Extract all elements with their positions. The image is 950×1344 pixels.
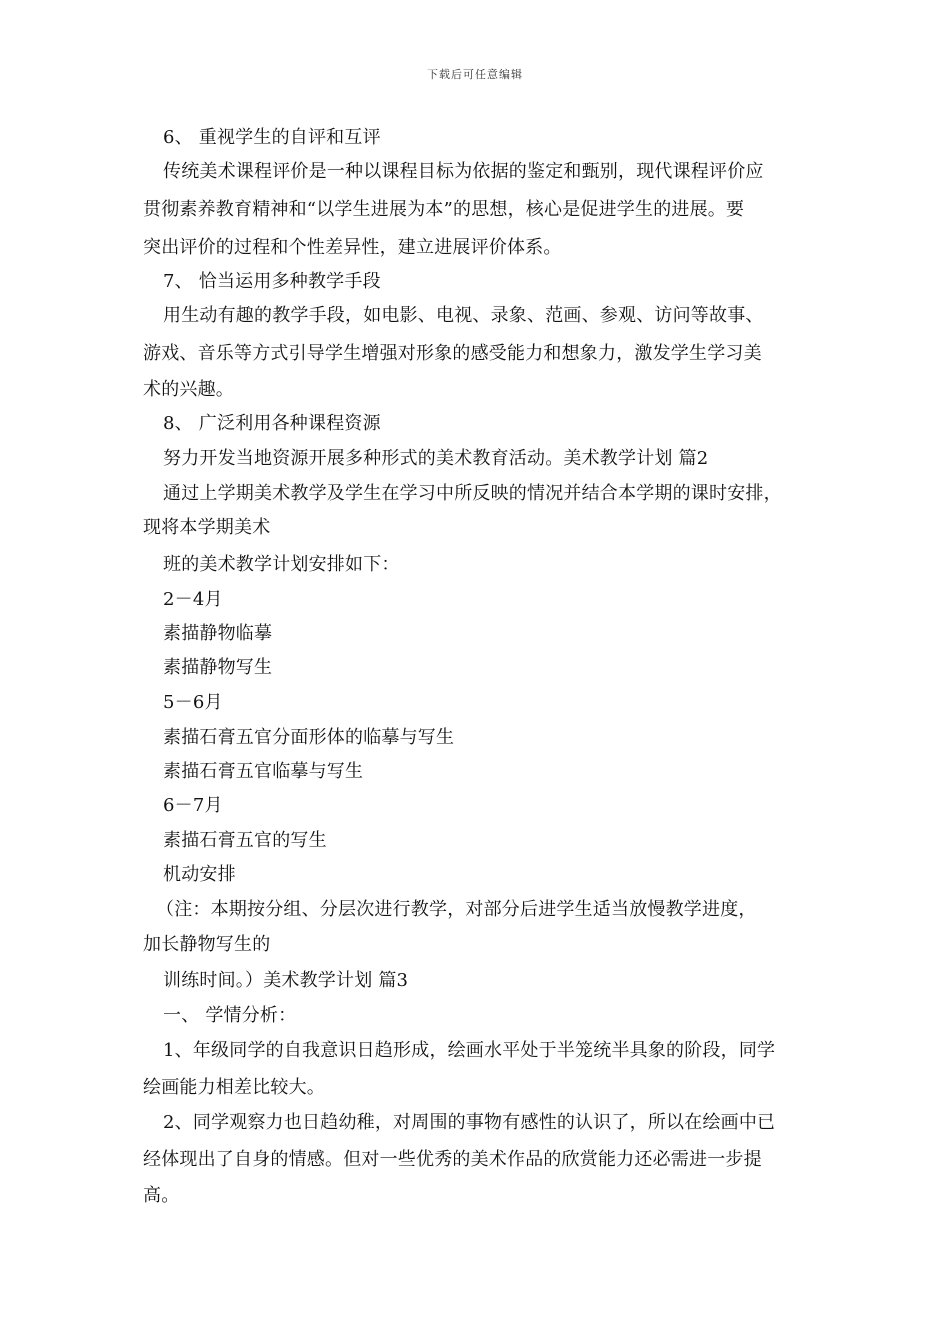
- paragraph-line: 通过上学期美术教学及学生在学习中所反映的情况并结合本学期的课时安排，: [163, 483, 782, 504]
- paragraph-line: 1、年级同学的自我意识日趋形成，绘画水平处于半笼统半具象的阶段，同学: [163, 1040, 776, 1061]
- paragraph-line: 贯彻素养教育精神和“以学生进展为本”的思想，核心是促进学生的进展。要: [143, 199, 745, 220]
- section-heading: 8、 广泛利用各种课程资源: [163, 413, 381, 434]
- paragraph-line: 经体现出了自身的情感。但对一些优秀的美术作品的欣赏能力还必需进一步提: [143, 1149, 762, 1170]
- paragraph-line: 传统美术课程评价是一种以课程目标为依据的鉴定和甄别，现代课程评价应: [163, 161, 764, 182]
- paragraph-line: 训练时间。）美术教学计划 篇3: [163, 970, 409, 991]
- section-heading: 7、 恰当运用多种教学手段: [163, 271, 381, 292]
- paragraph-line: 高。: [143, 1185, 180, 1206]
- schedule-item: 素描石膏五官临摹与写生: [163, 761, 364, 782]
- schedule-period: 6－7月: [163, 795, 223, 816]
- schedule-item: 素描石膏五官分面形体的临摹与写生: [163, 727, 455, 748]
- section-heading: 6、 重视学生的自评和互评: [163, 127, 381, 148]
- schedule-period: 5－6月: [163, 692, 223, 713]
- paragraph-line: 2、同学观察力也日趋幼稚，对周围的事物有感性的认识了，所以在绘画中已: [163, 1112, 776, 1133]
- page-header: 下载后可任意编辑: [427, 68, 523, 81]
- paragraph-line: 术的兴趣。: [143, 379, 234, 400]
- schedule-item: 机动安排: [163, 864, 236, 885]
- section-heading: 一、 学情分析：: [163, 1005, 297, 1026]
- paragraph-line: 班的美术教学计划安排如下：: [163, 554, 400, 575]
- paragraph-line: 绘画能力相差比较大。: [143, 1077, 325, 1098]
- schedule-period: 2－4月: [163, 589, 223, 610]
- paragraph-line: 突出评价的过程和个性差异性，建立进展评价体系。: [143, 237, 562, 258]
- schedule-item: 素描静物写生: [163, 657, 273, 678]
- note-line: 加长静物写生的: [143, 934, 271, 955]
- schedule-item: 素描石膏五官的写生: [163, 830, 327, 851]
- paragraph-line: 用生动有趣的教学手段，如电影、电视、录象、范画、参观、访问等故事、: [163, 305, 764, 326]
- note-line: （注：本期按分组、分层次进行教学，对部分后进学生适当放慢教学进度，: [156, 899, 757, 920]
- paragraph-line: 游戏、音乐等方式引导学生增强对形象的感受能力和想象力，激发学生学习美: [143, 343, 762, 364]
- schedule-item: 素描静物临摹: [163, 623, 273, 644]
- paragraph-line: 现将本学期美术: [143, 517, 271, 538]
- paragraph-line: 努力开发当地资源开展多种形式的美术教育活动。美术教学计划 篇2: [163, 448, 709, 469]
